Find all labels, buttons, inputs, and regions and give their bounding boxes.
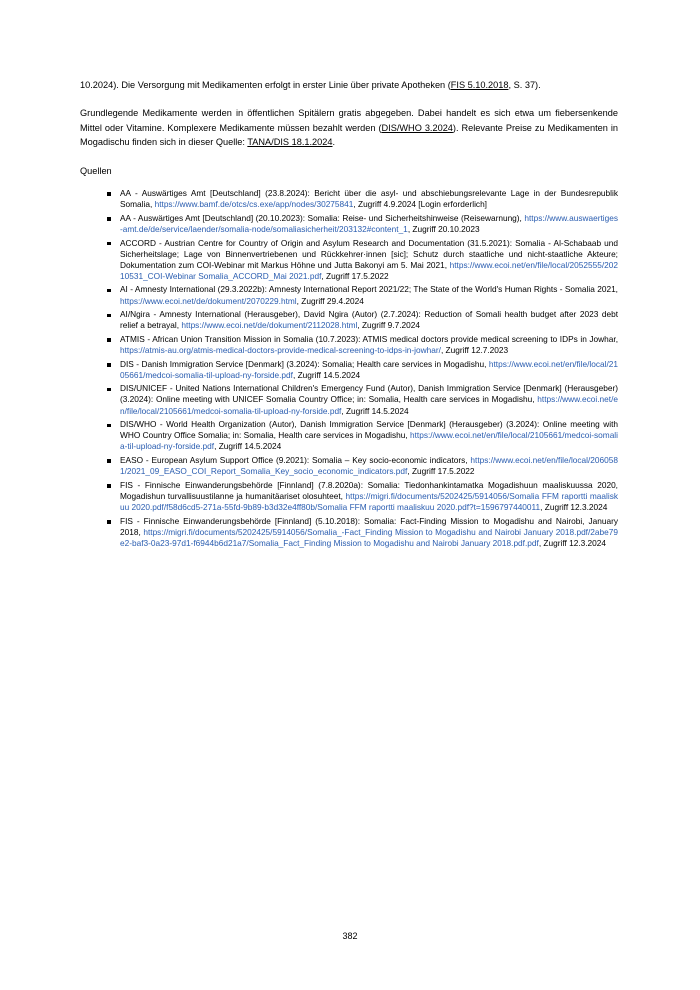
list-item: FIS - Finnische Einwanderungsbehörde [Finnland] (7.8.2020a): Somalia: Tiedonhankintamatka Mogadishuun maaliskuussa 2020, Mogadishun turvallisuustilanne ja humanitäariset olosuhteet, https://migri.fi/documents/5202425/5914056/Somalia FFM raportti maaliskuu 2020.pdf/f58d6cd5-271a-55fd-9b89-b3d32e4ff80b/Somalia FFM raportti maaliskuu 2020.pdf?t=1596797440011, Zugriff 12.3.2024	[106, 480, 618, 513]
page-number: 382	[342, 931, 358, 942]
underlined-source-ref: DIS/WHO 3.2024	[381, 122, 453, 133]
reference-link[interactable]: https://www.ecoi.net/en/file/local/2105661/medcoi-somalia-til-upload-ny-forside.pdf	[120, 394, 618, 416]
list-item: AA - Auswärtiges Amt [Deutschland] (23.8.2024): Bericht über die asyl- und abschiebungsrelevante Lage in der Bundesrepublik Somalia, https://www.bamf.de/otcs/cs.exe/app/nodes/30275841, Zugriff 4.9.2024 [Login erforderlich]	[106, 188, 618, 210]
paragraph-1: 10.2024). Die Versorgung mit Medikamenten erfolgt in erster Linie über private Apotheken (FIS 5.10.2018, S. 37).	[80, 80, 541, 90]
reference-link[interactable]: https://www.auswaertiges-amt.de/de/service/laender/somalia-node/somaliasicherheit/203132#content_1	[120, 212, 618, 234]
list-item: DIS/WHO - World Health Organization (Autor), Danish Immigration Service [Denmark] (Herausgeber) (3.2024): Online meeting with WHO Country Office Somalia; in: Somalia, Health care services in Mogadishu, https://www.ecoi.net/en/file/local/2105661/medcoi-somalia-til-upload-ny-forside.pdf, Zugriff 14.5.2024	[106, 419, 618, 452]
list-item: DIS - Danish Immigration Service [Denmark] (3.2024): Somalia; Health care services in Mogadishu, https://www.ecoi.net/en/file/local/2105661/medcoi-somalia-til-upload-ny-forside.pdf, Zugriff 14.5.2024	[106, 359, 618, 381]
reference-link[interactable]: https://www.ecoi.net/en/file/local/2105661/medcoi-somalia-til-upload-ny-forside.pdf	[120, 358, 618, 380]
reference-link[interactable]: https://www.bamf.de/otcs/cs.exe/app/nodes/30275841	[154, 199, 354, 210]
list-item: ACCORD - Austrian Centre for Country of Origin and Asylum Research and Documentation (31.5.2021): Somalia - Al-Schabaab und Sicherheitslage; Lage von Binnenvertriebenen und Rückkehrer·innen [sic]; Schutz durch staatliche und nicht-staatliche Akteure; Dokumentation zum COI-Webinar mit Markus Höhne und Jutta Bakonyi am 5. Mai 2021, https://www.ecoi.net/en/file/local/2052555/20210531_COI-Webinar Somalia_ACCORD_Mai 2021.pdf, Zugriff 17.5.2022	[106, 238, 618, 282]
underlined-source-ref: TANA/DIS 18.1.2024	[247, 136, 333, 147]
reference-link[interactable]: https://www.ecoi.net/de/dokument/2112028.html	[181, 320, 358, 331]
reference-link[interactable]: https://www.ecoi.net/en/file/local/2105661/medcoi-somalia-til-upload-ny-forside.pdf	[120, 430, 618, 452]
list-item: AI - Amnesty International (29.3.2022b): Amnesty International Report 2021/22; The State of the World's Human Rights - Somalia 2021, https://www.ecoi.net/de/dokument/2070229.html, Zugriff 29.4.2024	[106, 284, 618, 306]
list-item: AA - Auswärtiges Amt [Deutschland] (20.10.2023): Somalia: Reise- und Sicherheitshinweise (Reisewarnung), https://www.auswaertiges-amt.de/de/service/laender/somalia-node/somaliasicherheit/203132#content_1, Zugriff 20.10.2023	[106, 213, 618, 235]
references-section	[106, 188, 618, 549]
paragraph-2: Grundlegende Medikamente werden in öffentlichen Spitälern gratis abgegeben. Dabei handelt es sich etwa um fiebersenkende Mittel oder Vitamine. Komplexere Medikamente müssen bezahlt werden (DIS/WHO 3.2024). Relevante Preise zu Medikamenten in Mogadischu finden sich in dieser Quelle: TANA/DIS 18.1.2024.	[80, 108, 618, 147]
reference-link[interactable]: https://migri.fi/documents/5202425/5914056/Somalia FFM raportti maaliskuu 2020.pdf/f58d6cd5-271a-55fd-9b89-b3d32e4ff80b/Somalia FFM raportti maaliskuu 2020.pdf?t=1596797440011	[120, 490, 619, 512]
reference-link[interactable]: https://atmis-au.org/atmis-medical-doctors-provide-medical-screening-to-idps-in-jowhar/	[120, 344, 441, 355]
underlined-source-ref: FIS 5.10.2018	[450, 80, 509, 90]
list-item: DIS/UNICEF - United Nations International Children's Emergency Fund (Autor), Danish Immigration Service [Denmark] (Herausgeber) (3.2024): Online meeting with UNICEF Somalia Country Office; in: Somalia, Health care services in Mogadishu, https://www.ecoi.net/en/file/local/2105661/medcoi-somalia-til-upload-ny-forside.pdf, Zugriff 14.5.2024	[106, 383, 618, 416]
reference-link[interactable]: https://migri.fi/documents/5202425/5914056/Somalia_-Fact_Finding Mission to Mogadishu and Nairobi January 2018.pdf/2abe79e2-baf3-0a23-97d1-f6944b6d21a7/Somalia_Fact_Finding Mission to Mogadishu and Nairobi January 2018.pdf.pdf	[120, 526, 618, 548]
list-item: AI/Ngira - Amnesty International (Herausgeber), David Ngira (Autor) (2.7.2024): Reduction of Somali health budget after 2023 debt relief a betrayal, https://www.ecoi.net/de/dokument/2112028.html, Zugriff 9.7.2024	[106, 309, 618, 331]
body-paragraphs	[80, 78, 618, 149]
list-item: EASO - European Asylum Support Office (9.2021): Somalia – Key socio-economic indicators, https://www.ecoi.net/en/file/local/2060581/2021_09_EASO_COI_Report_Somalia_Key_socio_economic_indicators.pdf, Zugriff 17.5.2022	[106, 455, 618, 477]
reference-link[interactable]: https://www.ecoi.net/en/file/local/2052555/20210531_COI-Webinar Somalia_ACCORD_Mai 2021.pdf	[120, 259, 618, 281]
reference-list	[106, 188, 618, 549]
sources-heading: Quellen	[80, 166, 112, 176]
reference-link[interactable]: https://www.ecoi.net/en/file/local/2060581/2021_09_EASO_COI_Report_Somalia_Key_socio_economic_indicators.pdf	[120, 454, 618, 477]
reference-link[interactable]: https://www.ecoi.net/de/dokument/2070229.html	[120, 295, 297, 306]
list-item: FIS - Finnische Einwanderungsbehörde [Finnland] (5.10.2018): Somalia: Fact-Finding Mission to Mogadishu and Nairobi, January 2018, https://migri.fi/documents/5202425/5914056/Somalia_-Fact_Finding Mission to Mogadishu and Nairobi January 2018.pdf/2abe79e2-baf3-0a23-97d1-f6944b6d21a7/Somalia_Fact_Finding Mission to Mogadishu and Nairobi January 2018.pdf.pdf, Zugriff 12.3.2024	[106, 516, 618, 549]
list-item: ATMIS - African Union Transition Mission in Somalia (10.7.2023): ATMIS medical doctors provide medical screening to IDPs in Jowhar, https://atmis-au.org/atmis-medical-doctors-provide-medical-screening-to-idps-in-jowhar/, Zugriff 12.7.2023	[106, 334, 618, 356]
